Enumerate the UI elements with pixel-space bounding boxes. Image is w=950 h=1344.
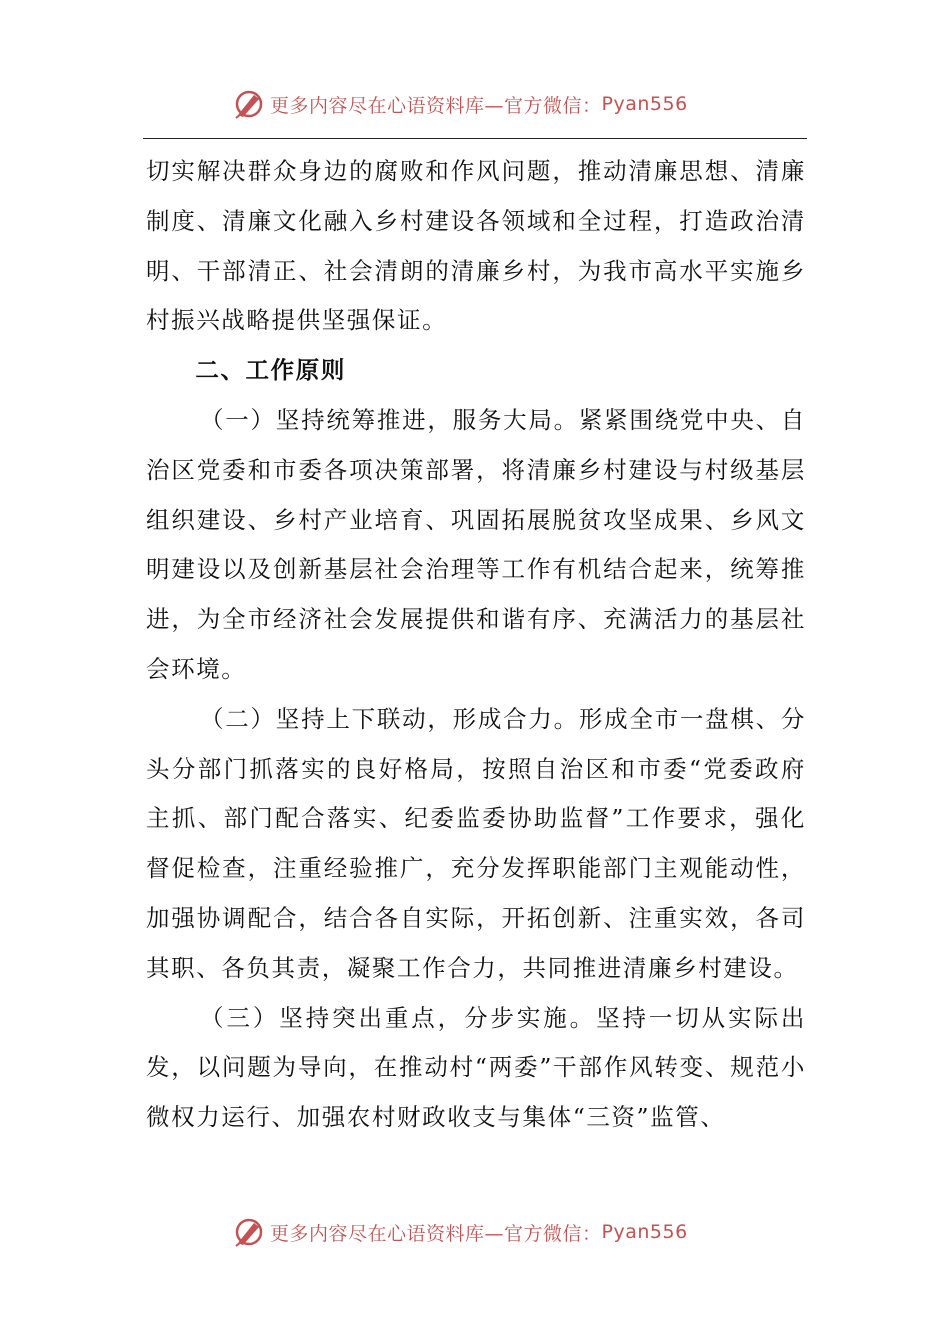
pen-nib-logo-icon: [232, 1215, 266, 1249]
footer-watermark: [232, 1212, 732, 1252]
watermark-wechat-id: Pyan556: [601, 1221, 688, 1243]
watermark-text: 更多内容尽在心语资料库—官方微信：: [270, 1222, 602, 1245]
header-divider: [143, 138, 807, 139]
watermark-wechat-id: Pyan556: [601, 93, 688, 115]
paragraph-continued: 切实解决群众身边的腐败和作风问题，推动清廉思想、清廉制度、清廉文化融入乡村建设各领域和全过程，打造政治清明、干部清正、社会清朗的清廉乡村，为我市高水平实施乡村振兴战略提供坚强保证。: [146, 157, 806, 335]
principle-2-paragraph: （二）坚持上下联动，形成合力。形成全市一盘棋、分头分部门抓落实的良好格局，按照自治区和市委“党委政府主抓、部门配合落实、纪委监委协助监督”工作要求，强化督促检查，注重经验推广，充分发挥职能部门主观能动性，加强协调配合，结合各自实际，开拓创新、注重实效，各司其职、各负其责，凝聚工作合力，共同推进清廉乡村建设。: [146, 704, 806, 982]
section-heading: 二、工作原则: [195, 356, 346, 385]
pen-nib-logo-icon: [232, 87, 266, 121]
watermark-text: 更多内容尽在心语资料库—官方微信：: [270, 94, 602, 117]
principle-3-paragraph: （三）坚持突出重点，分步实施。坚持一切从实际出发，以问题为导向，在推动村“两委”干部作风转变、规范小微权力运行、加强农村财政收支与集体“三资”监管、: [146, 1003, 806, 1132]
header-watermark: [232, 84, 732, 124]
document-body: [146, 147, 806, 1143]
principle-1-paragraph: （一）坚持统筹推进，服务大局。紧紧围绕党中央、自治区党委和市委各项决策部署，将清廉乡村建设与村级基层组织建设、乡村产业培育、巩固拓展脱贫攻坚成果、乡风文明建设以及创新基层社会治理等工作有机结合起来，统筹推进，为全市经济社会发展提供和谐有序、充满活力的基层社会环境。: [146, 405, 806, 683]
